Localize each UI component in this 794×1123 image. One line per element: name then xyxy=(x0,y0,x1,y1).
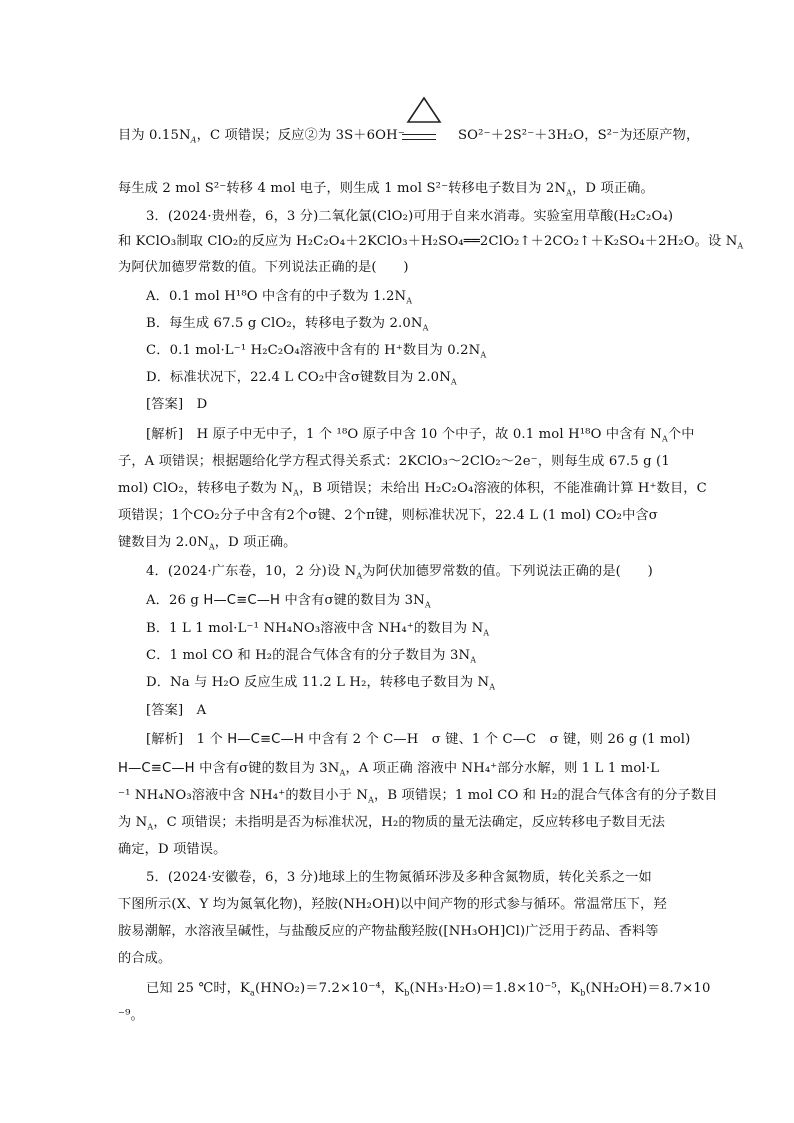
question-3-stem: 3．(2024·贵州卷，6，3 分)二氧化氯(ClO₂)可用于自来水消毒。实验室用草酸(H₂C₂O₄) xyxy=(146,209,674,224)
option-a: A．0.1 mol H¹⁸O 中含有的中子数为 $1.2N_A$ xyxy=(146,289,413,306)
analysis-4: ⁻¹ NH₄NO₃溶液中含 NH₄⁺的数目小于 $N_A$，B 项错误；1 mol CO 和 H₂的混合气体含有的分子数目 xyxy=(118,788,718,805)
option-a: A．26 g H—C≡C—H 中含有σ键的数目为 $3N_A$ xyxy=(146,593,431,610)
analysis-4: 确定，D 项错误。 xyxy=(118,842,227,857)
text-line: SO²⁻＋2S²⁻＋3H₂O，S²⁻为还原产物， xyxy=(458,128,700,143)
option-d: D．Na 与 H₂O 反应生成 11.2 L H₂，转移电子数目为 $N_A$ xyxy=(146,675,496,692)
question-4-stem: 4．(2024·广东卷，10，2 分)设 $N_A$为阿伏加德罗常数的值。下列说法正确的是( ) xyxy=(146,564,653,581)
answer-3: [答案] D xyxy=(146,397,208,412)
analysis-3: 键数目为 $2.0N_A$，D 项正确。 xyxy=(118,535,297,552)
option-b: B．每生成 67.5 g ClO₂，转移电子数为 $2.0N_A$ xyxy=(146,316,429,333)
heat-triangle-icon xyxy=(406,96,442,126)
option-d: D．标准状况下，22.4 L CO₂中含σ键数目为 $2.0N_A$ xyxy=(146,370,457,387)
text-line: 每生成 2 mol S²⁻转移 4 mol 电子，则生成 1 mol S²⁻转移电子数目为 $2N_A$，D 项正确。 xyxy=(118,181,654,198)
question-5-given: ⁻⁹。 xyxy=(118,1008,144,1023)
analysis-3: 子，A 项错误；根据题给化学方程式得关系式：2KClO₃～2ClO₂～2e⁻，则每生成 67.5 g (1 xyxy=(118,454,670,469)
analysis-4: 为 $N_A$，C 项错误；未指明是否为标准状况，H₂的物质的量无法确定，反应转移电子数目无法 xyxy=(118,815,666,832)
question-3-stem: 和 KClO₃制取 ClO₂的反应为 H₂C₂O₄＋2KClO₃＋H₂SO₄══2ClO₂↑＋2CO₂↑＋K₂SO₄＋2H₂O。设 $N_A$ xyxy=(118,234,744,251)
text-line: 目为 $0.15N_A$，C 项错误；反应②为 3S＋6OH⁻ xyxy=(118,128,405,145)
question-5-stem: 5．(2024·安徽卷，6，3 分)地球上的生物氮循环涉及多种含氮物质，转化关系之一如 xyxy=(146,870,652,885)
analysis-4: H—C≡C—H 中含有σ键的数目为 $3N_A$，A 项正确 溶液中 NH₄⁺部分水解，则 1 L 1 mol·L xyxy=(118,761,660,778)
analysis-3: [解析] H 原子中无中子，1 个 ¹⁸O 原子中含 10 个中子，故 0.1 mol H¹⁸O 中含有 $N_A$个中 xyxy=(146,427,695,444)
answer-4: [答案] A xyxy=(146,703,207,718)
question-5-stem: 胺易潮解，水溶液呈碱性，与盐酸反应的产物盐酸羟胺([NH₃OH]Cl)广泛用于药品、香料等 xyxy=(118,924,659,939)
option-b: B．1 L 1 mol·L⁻¹ NH₄NO₃溶液中含 NH₄⁺的数目为 $N_A$ xyxy=(146,621,490,638)
analysis-3: mol) ClO₂，转移电子数为 $N_A$，B 项错误；未给出 H₂C₂O₄溶液的体积，不能准确计算 H⁺数目，C xyxy=(118,481,707,498)
option-c: C．1 mol CO 和 H₂的混合气体含有的分子数目为 $3N_A$ xyxy=(146,648,477,665)
question-5-stem: 下图所示(X、Y 均为氮氧化物)，羟胺(NH₂OH)以中间产物的形式参与循环。常温常压下，羟 xyxy=(118,897,667,912)
question-5-given: 已知 25 ℃时，$K_a(HNO_2)=7.2\times 10^{-4}$，$K_b(NH_3\cdot H_2O)=1.8\times 10^{-5}$，$K_b(NH_2OH)=8.7\times 10$ xyxy=(146,981,711,998)
analysis-3: 项错误；1个CO₂分子中含有2个σ键、2个π键，则标准状况下，22.4 L (1 mol) CO₂中含σ xyxy=(118,508,658,523)
option-c: C．0.1 mol·L⁻¹ H₂C₂O₄溶液中含有的 H⁺数目为 $0.2N_A$ xyxy=(146,343,487,360)
question-3-stem: 为阿伏加德罗常数的值。下列说法正确的是( ) xyxy=(118,260,409,275)
question-5-stem: 的合成。 xyxy=(118,951,172,966)
equals-bar-top xyxy=(402,134,436,135)
analysis-4: [解析] 1 个 H—C≡C—H 中含有 2 个 C—H σ 键、1 个 C—C σ 键，则 26 g (1 mol) xyxy=(146,732,691,747)
equals-bar-bottom xyxy=(402,139,436,140)
